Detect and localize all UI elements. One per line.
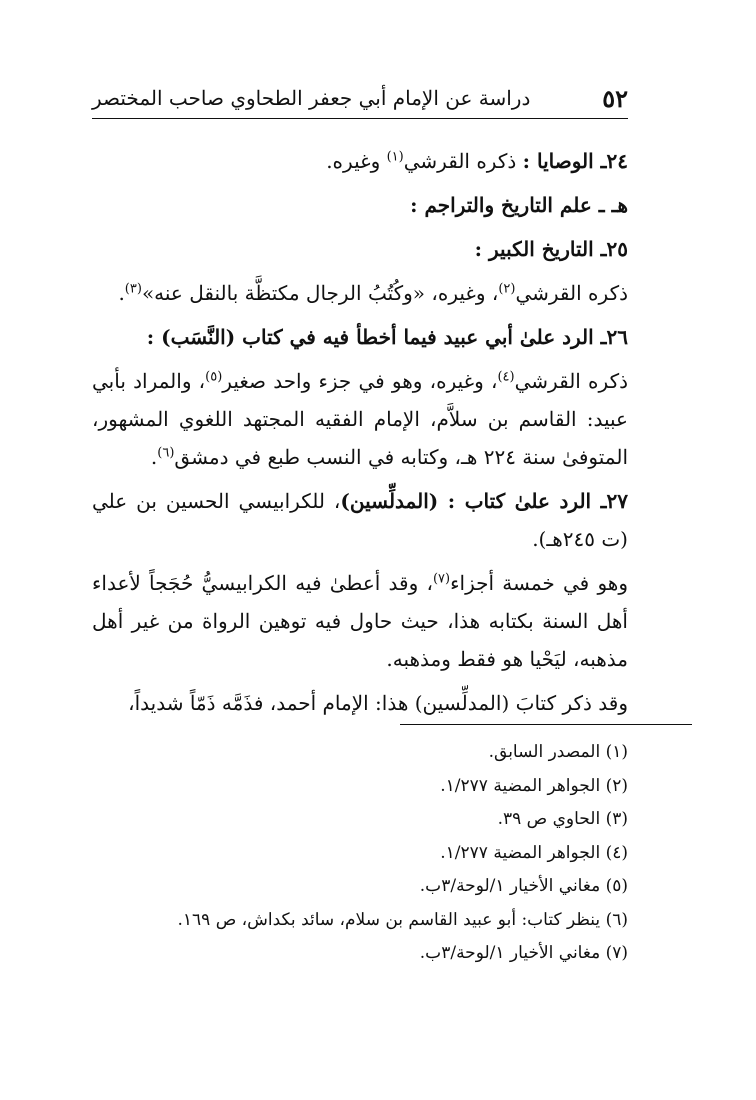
footnote-rule [400,724,692,725]
footnote-ref-6: (٦) [157,445,175,461]
footnote-5: (٥) مغاني الأخيار ١/لوحة/٣ب. [419,876,628,896]
item-24-text-end: وغيره. [326,149,387,173]
footnote-ref-4: (٤) [497,369,515,385]
item-26-text [92,362,628,476]
paragraph-2: وقد ذكر كتابَ (المدلِّسين) هذا: الإمام أحمد، فذَمَّه ذَمّاً شديداً، [128,691,628,715]
item-24 [92,142,628,180]
item-24-label: ٢٤ـ الوصايا : [522,149,628,173]
footnotes [92,736,628,971]
item-25-heading: ٢٥ـ التاريخ الكبير : [474,237,628,261]
footnote-6: (٦) ينظر كتاب: أبو عبيد القاسم بن سلام، سائد بكداش، ص ١٦٩. [177,909,628,930]
footnote-4: (٤) الجواهر المضية ١/٢٧٧. [440,842,628,863]
footnote-ref-3: (٣) [124,281,142,297]
footnote-2: (٢) الجواهر المضية ١/٢٧٧. [440,775,628,796]
page-number: ٥٢ [602,84,628,113]
header-rule [92,118,628,119]
paragraph-1 [92,564,628,678]
footnote-ref-1: (١) [386,149,404,165]
main-text [92,142,628,728]
footnote-ref-2: (٢) [498,281,516,297]
footnote-1: (١) المصدر السابق. [488,742,628,762]
item-26-text-b: ، وغيره، وهو في جزء واحد صغير [222,369,498,393]
running-title: دراسة عن الإمام أبي جعفر الطحاوي صاحب المختصر [92,86,531,110]
footnote-ref-5: (٥) [205,369,223,385]
item-25-text-b: ، وغيره، «وكُتُبُ الرجال مكتظَّة بالنقل عنه» [141,281,499,305]
footnote-ref-7: (٧) [432,571,451,587]
paragraph-1-a: وهو في خمسة أجزاء [450,571,628,595]
item-24-text: ذكره القرشي [403,149,517,173]
footnote-7: (٧) مغاني الأخيار ١/لوحة/٣ب. [419,943,628,963]
item-25-text-c: . [118,281,125,305]
item-27-label: ٢٧ـ الرد علىٰ كتاب : (المدلِّسين) [340,489,629,513]
item-26-text-d: . [150,445,158,469]
running-header [92,84,628,116]
section-heading-h: هـ ـ علم التاريخ والتراجم : [410,193,628,217]
item-26-text-a: ذكره القرشي [514,369,628,393]
paragraph-1-b: ، وقد أعطىٰ فيه الكرابيسيُّ حُجَجاً لأعداء أهل السنة بكتابه هذا، حيث حاول فيه توهين الرواة من غير أهل مذهبه، ليَحْيا هو فقط ومذهبه. [92,571,628,671]
item-26-text-c: ، والمراد بأبي عبيد: القاسم بن سلاَّم، الإمام الفقيه المجتهد اللغوي المشهور، المتوفىٰ سنة ٢٢٤ هـ، وكتابه في النسب طبع في دمشق [92,369,628,469]
item-25-text [92,274,628,312]
item-27-text: ، للكرابيسي الحسين بن علي (ت ٢٤٥هـ). [92,489,628,551]
item-26-heading: ٢٦ـ الرد علىٰ أبي عبيد فيما أخطأ فيه في كتاب (النَّسَب) : [146,325,628,349]
item-25-text-a: ذكره القرشي [515,281,628,305]
footnote-3: (٣) الحاوي ص ٣٩. [497,809,628,829]
item-27 [92,482,628,558]
